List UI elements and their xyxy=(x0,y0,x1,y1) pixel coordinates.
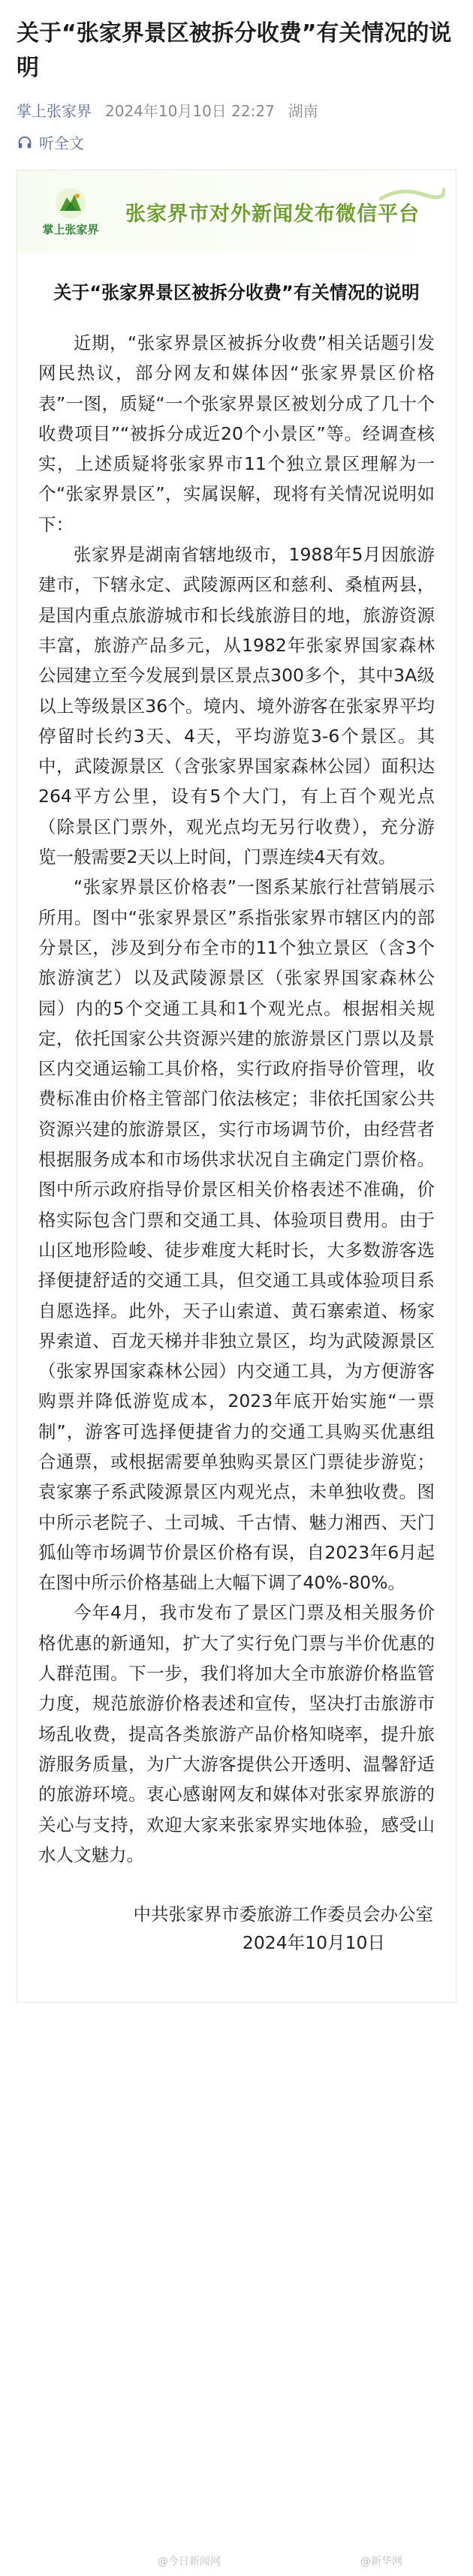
watermark-right: @新华网 xyxy=(360,2556,402,2568)
account-name-link[interactable]: 掌上张家界 xyxy=(17,102,92,120)
listen-full-text-button[interactable] xyxy=(17,131,456,153)
paragraph: 今年4月，我市发布了景区门票及相关服务价格优惠的新通知，扩大了实行免门票与半价优惠的人群范围。下一步，我们将加大全市旅游价格监管力度，规范旅游价格表述和宣传，坚决打击旅游市场乱收费，提高各类旅游产品价格知晓率，提升旅游服务质量，为广大游客提供公开透明、温馨舒适的旅游环境。衷心感谢网友和媒体对张家界旅游的关心与支持，欢迎大家来张家界实地体验，感受山水人文魅力。 xyxy=(38,1602,435,1865)
article-header xyxy=(0,0,473,153)
signature-block xyxy=(17,1870,456,1957)
listen-label: 听全文 xyxy=(39,134,84,152)
paragraph: 近期，“张家界景区被拆分收费”相关话题引发网民热议，部分网友和媒体因“张家界景区价格表”一图，质疑“一个张家界景区被划分成了几十个收费项目”“被拆分成近20个小景区”等。经调查核实，上述质疑将张家界市11个独立景区理解为一个“张家界景区”，实属误解，现将有关情况说明如下： xyxy=(38,332,435,535)
platform-banner xyxy=(17,170,456,253)
logo-text: 掌上张家界 xyxy=(42,222,99,236)
document-title: 关于“张家界景区被拆分收费”有关情况的说明 xyxy=(53,282,420,303)
signature-date: 2024年10月10日 xyxy=(242,1932,385,1954)
article-meta xyxy=(17,99,456,121)
watermark-left: @今日新闻网 xyxy=(158,2556,221,2568)
document-card xyxy=(17,170,456,2003)
watermark-bar xyxy=(0,2549,473,2571)
publish-datetime: 2024年10月10日 22:27 xyxy=(105,102,275,120)
headphones-icon xyxy=(17,134,33,151)
platform-text: 张家界市对外新闻发布微信平台 xyxy=(125,202,420,226)
paragraph: “张家界景区价格表”一图系某旅行社营销展示所用。图中“张家界景区”系指张家界市辖区内的部分景区，涉及到分布全市的11个独立景区（含3个旅游演艺）以及武陵源景区（张家界国家森林公园）内的5个交通工具和1个观光点。根据相关规定，依托国家公共资源兴建的旅游景区门票以及景区内交通运输工具价格，实行政府指导价管理，收费标准由价格主管部门依法核定；非依托国家公共资源兴建的旅游景区，实行市场调节价，由经营者根据服务成本和市场供求状况自主确定门票价格。图中所示政府指导价景区相关价格表述不准确，价格实际包含门票和交通工具、体验项目费用。由于山区地形险峻、徒步难度大耗时长，大多数游客选择便捷舒适的交通工具，但交通工具或体验项目系自愿选择。此外，天子山索道、黄石寨索道、杨家界索道、百龙天梯并非独立景区，均为武陵源景区（张家界国家森林公园）内交通工具，为方便游客购票并降低游览成本，2023年底开始实施“一票制”，游客可选择便捷省力的交通工具购买优惠组合通票，或根据需要单独购买景区门票徒步游览；袁家寨子系武陵源景区内观光点，未单独收费。图中所示老院子、土司城、千古情、魅力湘西、天门狐仙等市场调节价景区价格有误，自2023年6月起在图中所示价格基础上大幅下调了40%-80%。 xyxy=(38,876,435,1594)
platform-logo xyxy=(29,187,112,237)
publish-location: 湖南 xyxy=(288,102,318,120)
document-body xyxy=(17,328,456,1870)
signature-org: 中共张家界市委旅游工作委员会办公室 xyxy=(133,1904,433,1925)
paragraph: 张家界是湖南省辖地级市，1988年5月因旅游建市，下辖永定、武陵源两区和慈利、桑植两县，是国内重点旅游城市和长线旅游目的地，旅游资源丰富，旅游产品多元，从1982年张家界国家森林公园建立至今发展到景区景点300多个，其中3A级以上等级景区36个。境内、境外游客在张家界平均停留时长约3天、4天，平均游览3-6个景区。其中，武陵源景区（含张家界国家森林公园）面积达264平方公里，设有5个大门，有上百个观光点（除景区门票外，观光点均无另行收费），充分游览一般需要2天以上时间，门票连续4天有效。 xyxy=(38,544,435,868)
article-title: 关于“张家界景区被拆分收费”有关情况的说明 xyxy=(17,20,452,81)
mountain-logo-icon xyxy=(54,187,87,220)
brush-stroke-icon xyxy=(378,184,445,205)
